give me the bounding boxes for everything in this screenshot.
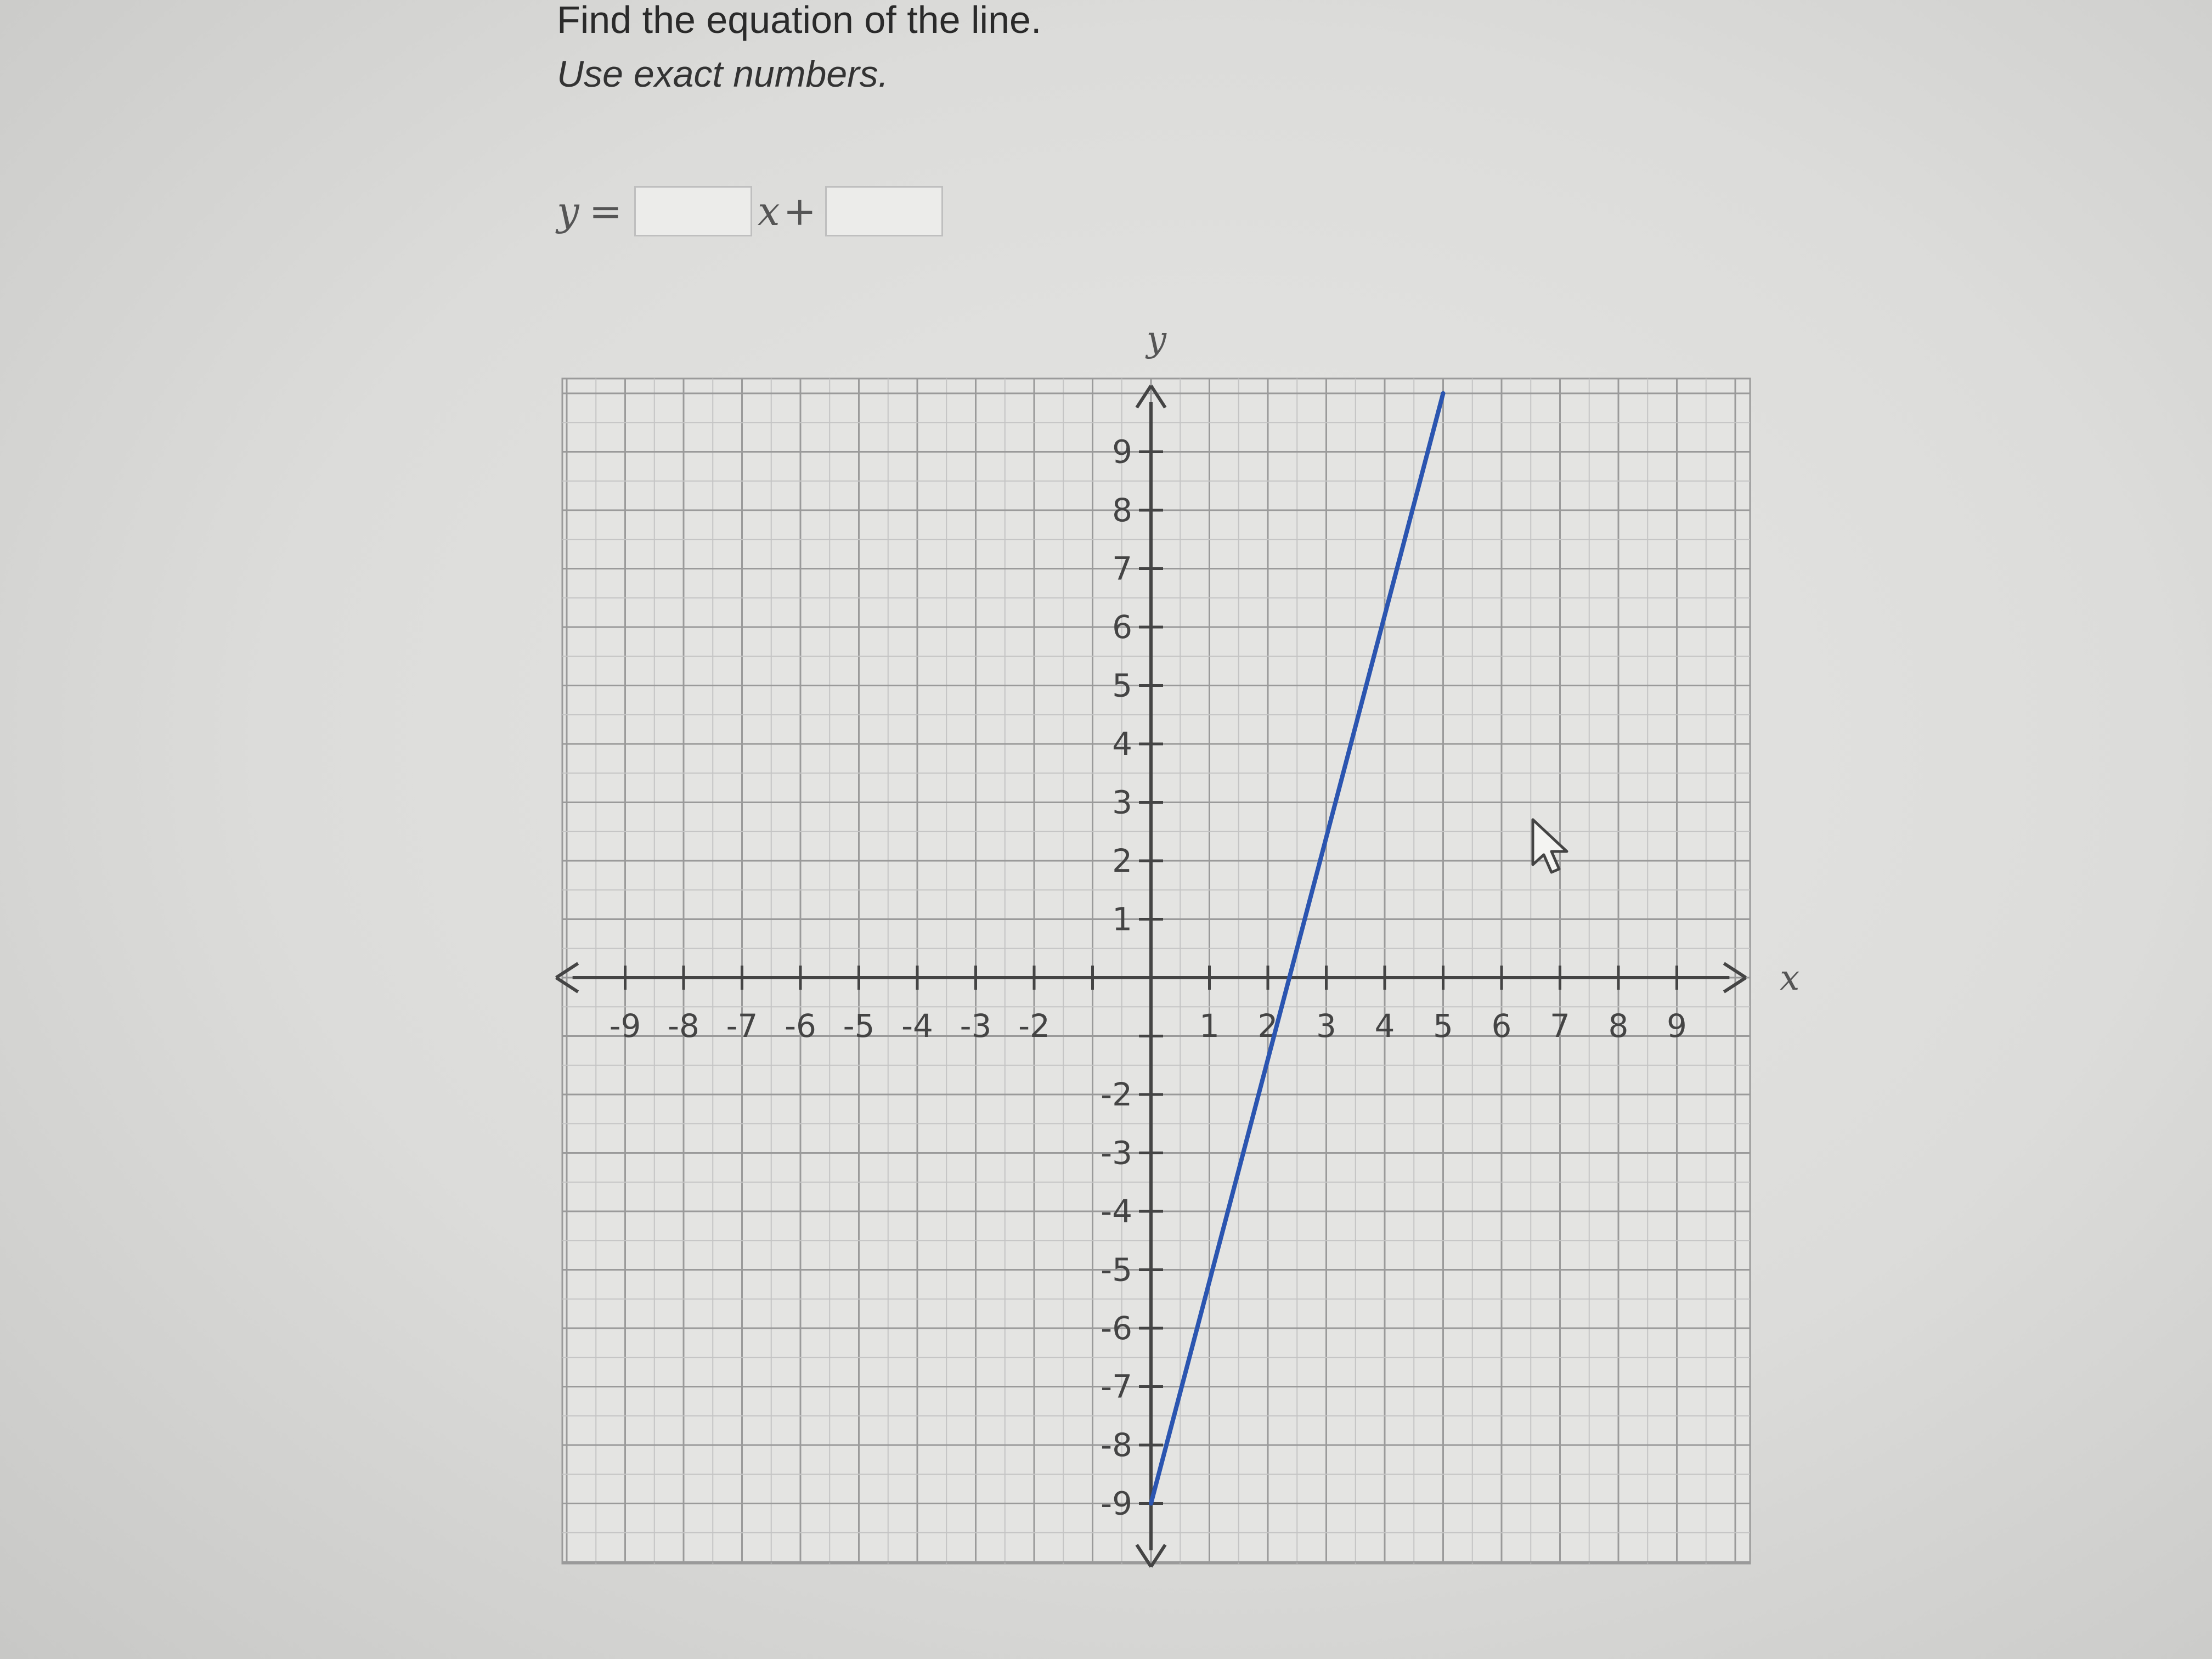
question-title: Find the equation of the line. [557,0,1042,41]
x-tick-label: -9 [609,1007,641,1045]
y-tick-label: -3 [1101,1134,1132,1172]
x-tick-label: 8 [1608,1007,1629,1045]
y-tick-label: -6 [1101,1310,1132,1347]
y-tick-label: 4 [1112,725,1132,763]
x-tick-label: -2 [1018,1007,1050,1045]
x-tick-label: -7 [726,1007,758,1045]
y-tick-label: 1 [1112,900,1132,938]
equation-x-variable: x [758,188,780,234]
x-tick-label: -5 [843,1007,875,1045]
equation-y-variable: y [557,188,579,234]
x-tick-label: 1 [1199,1007,1220,1045]
x-tick-label: 4 [1374,1007,1395,1045]
y-tick-label: -4 [1101,1193,1132,1230]
x-tick-label: -3 [960,1007,992,1045]
y-tick-label: 9 [1112,433,1132,471]
x-tick-label: -6 [785,1007,816,1045]
x-tick-label: 2 [1257,1007,1278,1045]
x-axis-label: x [1780,958,1800,998]
mouse-pointer-icon [1530,817,1573,881]
x-tick-label: 9 [1667,1007,1687,1045]
equation-plus-sign: + [783,188,816,234]
y-axis-label: y [1146,319,1167,360]
x-tick-label: 5 [1433,1007,1453,1045]
y-tick-label: 8 [1112,492,1132,529]
question-instructions: Use exact numbers. [557,53,889,95]
y-tick-label: 6 [1112,608,1132,646]
y-tick-label: -9 [1101,1485,1132,1522]
y-tick-label: 3 [1112,783,1132,821]
y-tick-label: -7 [1101,1368,1132,1406]
x-tick-label: -8 [668,1007,699,1045]
y-tick-label: -8 [1101,1426,1132,1464]
y-tick-label: 5 [1112,667,1132,704]
y-tick-label: -5 [1101,1251,1132,1289]
y-tick-label: -2 [1101,1076,1132,1113]
equation-equals-sign: = [589,188,623,234]
y-tick-label: 2 [1112,842,1132,879]
x-tick-label: 7 [1550,1007,1570,1045]
x-tick-label: 3 [1316,1007,1336,1045]
x-tick-label: -4 [901,1007,933,1045]
y-tick-label: 7 [1112,550,1132,588]
x-tick-label: 6 [1491,1007,1512,1045]
